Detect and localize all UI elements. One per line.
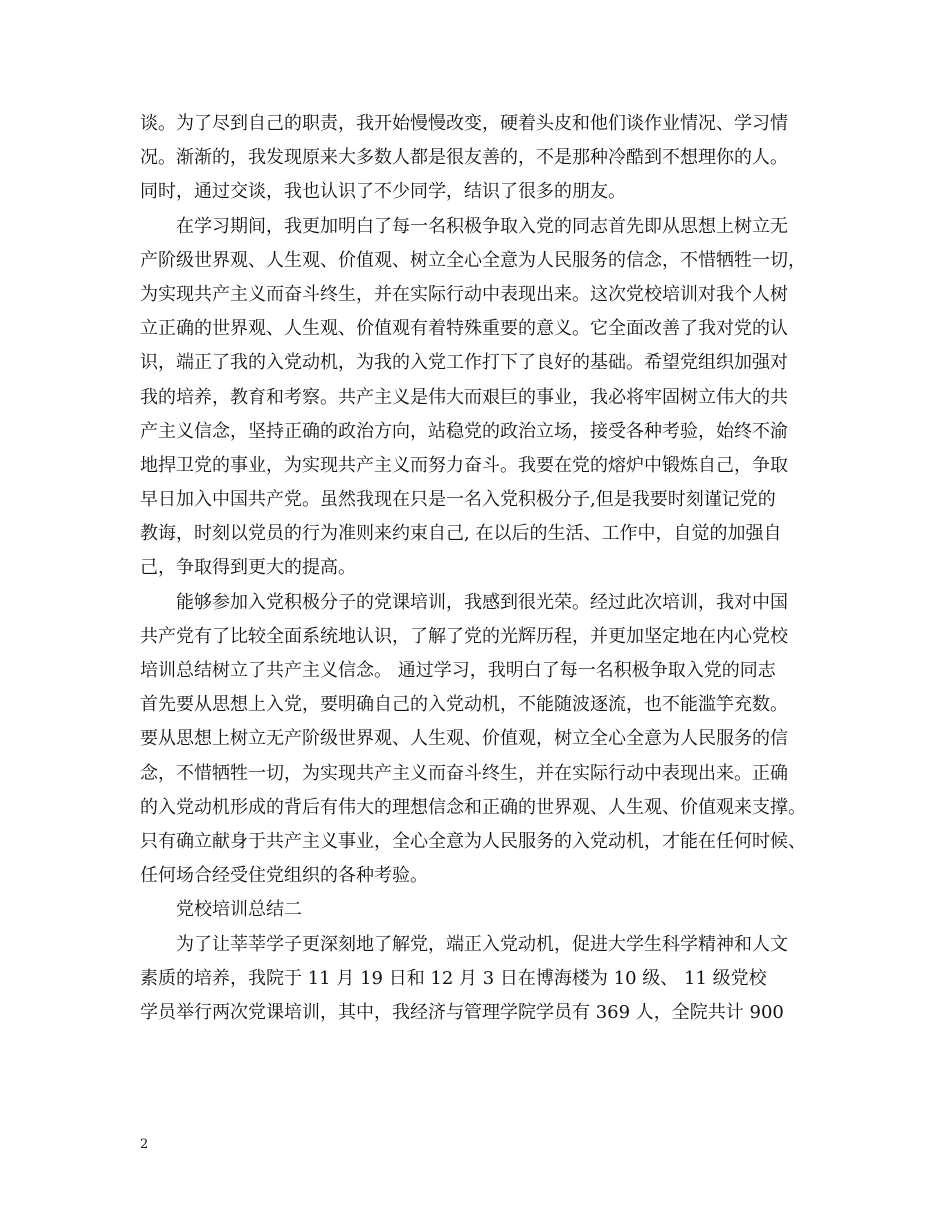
paragraph-line: 产主义信念，坚持正确的政治方向，站稳党的政治立场，接受各种考验，始终不渝 — [140, 420, 788, 442]
paragraph-line: 只有确立献身于共产主义事业，全心全意为人民服务的入党动机，才能在任何时候、 — [140, 830, 806, 852]
paragraph-line: 素质的培养，我院于 11 月 19 日和 12 月 3 日在博海楼为 10 级、 11 级党校 — [140, 967, 767, 989]
paragraph-line: 同时，通过交谈，我也认识了不少同学，结识了很多的朋友。 — [140, 181, 626, 203]
paragraph-line: 学员举行两次党课培训，其中，我经济与管理学院学员有 369 人，全院共计 900 — [140, 1001, 784, 1023]
paragraph-line: 党校培训总结二 — [176, 899, 302, 921]
paragraph-line: 己，争取得到更大的提高。 — [140, 557, 356, 579]
paragraph-line: 首先要从思想上入党，要明确自己的入党动机，不能随波逐流，也不能滥竽充数。 — [140, 694, 788, 716]
paragraph-line: 况。渐渐的，我发现原来大多数人都是很友善的，不是那种冷酷到不想理你的人。 — [140, 147, 788, 169]
paragraph-line: 培训总结树立了共产主义信念。 通过学习，我明白了每一名积极争取入党的同志 — [140, 660, 776, 681]
document-body — [140, 113, 815, 1036]
paragraph-line: 念，不惜牺牲一切，为实现共产主义而奋斗终生，并在实际行动中表现出来。正确 — [140, 762, 788, 784]
paragraph-line: 为实现共产主义而奋斗终生，并在实际行动中表现出来。这次党校培训对我个人树 — [140, 283, 788, 305]
paragraph-line: 我的培养，教育和考察。共产主义是伟大而艰巨的事业，我必将牢固树立伟大的共 — [140, 386, 788, 408]
paragraph-line: 的入党动机形成的背后有伟大的理想信念和正确的世界观、人生观、价值观来支撑。 — [140, 796, 806, 818]
paragraph-line: 谈。为了尽到自己的职责，我开始慢慢改变，硬着头皮和他们谈作业情况、学习情 — [140, 113, 788, 134]
paragraph-line: 地捍卫党的事业，为实现共产主义而努力奋斗。我要在党的熔炉中锻炼自己，争取 — [140, 454, 788, 476]
paragraph-line: 为了让莘莘学子更深刻地了解党，端正入党动机，促进大学生科学精神和人文 — [176, 933, 788, 955]
paragraph-line: 能够参加入党积极分子的党课培训，我感到很光荣。经过此次培训，我对中国 — [176, 591, 788, 613]
paragraph-line: 立正确的世界观、人生观、价值观有着特殊重要的意义。它全面改善了我对党的认 — [140, 318, 788, 340]
paragraph-line: 产阶级世界观、人生观、价值观、树立全心全意为人民服务的信念，不惜牺牲一切， — [140, 249, 806, 271]
paragraph-line: 共产党有了比较全面系统地认识，了解了党的光辉历程，并更加坚定地在内心党校 — [140, 625, 788, 647]
page-number: 2 — [140, 1137, 149, 1152]
paragraph-line: 任何场合经受住党组织的各种考验。 — [140, 865, 428, 887]
paragraph-line: 教诲，时刻以党员的行为准则来约束自己, 在以后的生活、工作中，自觉的加强自 — [140, 523, 782, 545]
paragraph-line: 在学习期间，我更加明白了每一名积极争取入党的同志首先即从思想上树立无 — [176, 215, 788, 237]
paragraph-line: 早日加入中国共产党。虽然我现在只是一名入党积极分子,但是我要时刻谨记党的 — [140, 489, 776, 511]
paragraph-line: 识，端正了我的入党动机，为我的入党工作打下了良好的基础。希望党组织加强对 — [140, 352, 788, 374]
paragraph-line: 要从思想上树立无产阶级世界观、人生观、价值观，树立全心全意为人民服务的信 — [140, 728, 788, 750]
